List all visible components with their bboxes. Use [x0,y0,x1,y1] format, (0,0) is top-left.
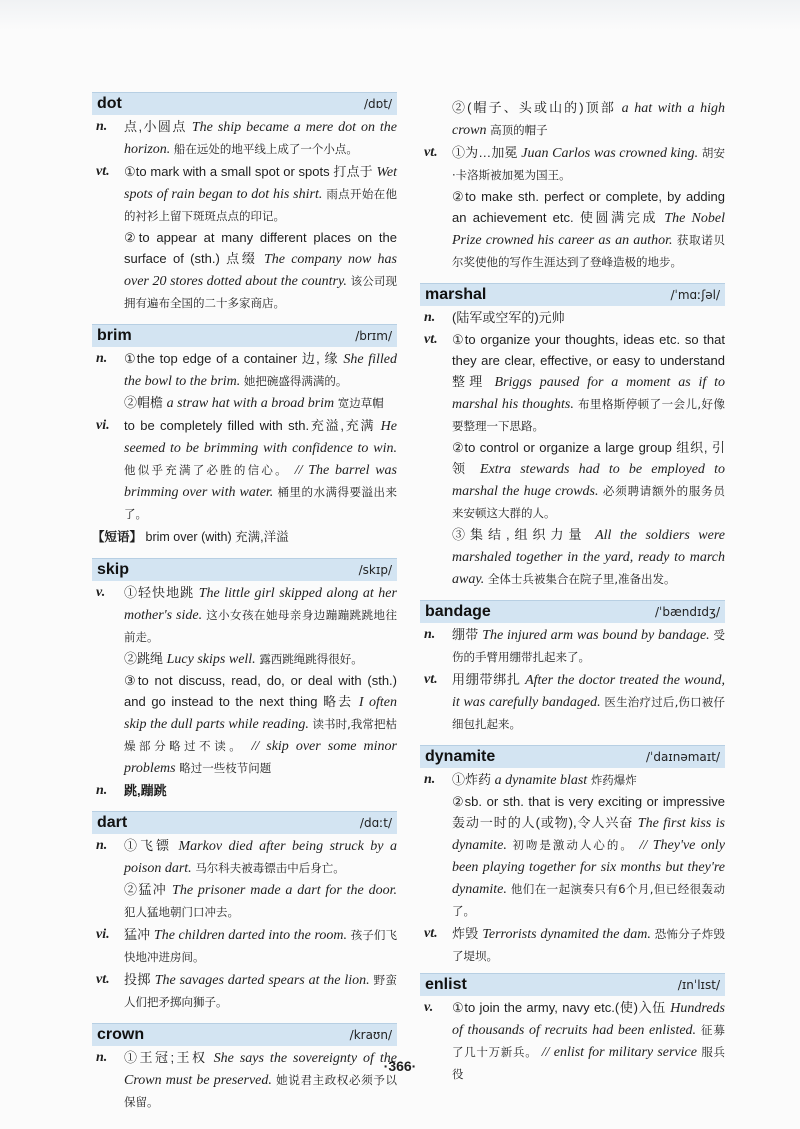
part-of-speech: n. [96,838,108,853]
headword: marshal [425,286,487,303]
phrase-tag: 【短语】 [92,530,143,544]
headword: bandage [425,603,491,620]
entry-header-brim [92,324,397,347]
phonetic: /ɪnˈlɪst/ [677,978,720,992]
headword: skip [97,561,130,578]
entry-header-bandage [420,600,725,623]
sense-block [420,142,725,273]
sense-block [420,329,725,590]
part-of-speech: n. [96,783,108,798]
sense-block [92,415,397,525]
sense: 投掷 The savages darted spears at the lion. 野蛮人们把矛掷向狮子。 [124,972,397,1009]
sense-block [92,780,397,801]
sense: ②跳绳 Lucy skips well. 露西跳绳跳得很好。 [124,651,363,667]
page-top-shade [0,0,800,30]
part-of-speech: n. [424,772,436,787]
headword: brim [97,327,132,344]
entry-header-dynamite [420,745,725,768]
entry-header-skip [92,558,397,581]
sense: ②帽檐 a straw hat with a broad brim 宽边草帽 [124,395,384,411]
sense: 猛冲 The children darted into the room. 孩子们飞快地冲进房间。 [124,927,397,964]
sense-block [420,669,725,735]
part-of-speech: n. [96,119,108,134]
sense: ①to mark with a small spot or spots 打点于 Wet spots of rain began to dot his shirt. 雨点开始在他的衬衫上留下斑斑点点的印记。 [124,164,397,223]
sense: ②to make sth. perfect or complete, by adding an achievement etc. 使圆满完成 The Nobel Prize crowned his career as an author. 获取诺贝尔奖使他的写作生涯达到了登峰造极的地步。 [452,189,725,269]
part-of-speech: v. [96,585,106,600]
part-of-speech: vt. [424,332,438,347]
sense-block [92,582,397,779]
sense: 绷带 The injured arm was bound by bandage. 受伤的手臂用绷带扎起来了。 [452,627,725,664]
sense: to be completely filled with sth.充溢,充满 He seemed to be brimming with confidence to win. 他似乎充满了必胜的信心。 // The barrel was brimming over with water. 桶里的水满得要溢出来了。 [124,418,398,521]
sense: ②to appear at many different places on the surface of (sth.) 点缀 The company now has over 20 stores dotted about the country. 该公司现拥有遍布全国的二十多家商店。 [124,230,398,310]
entry-header-marshal [420,283,725,306]
sense: ②猛冲 The prisoner made a dart for the door. 犯人猛地朝门口冲去。 [124,882,397,919]
phonetic: /brɪm/ [355,329,392,343]
phonetic: /ˈbændɪdʒ/ [654,605,720,619]
sense: 炸毁 Terrorists dynamited the dam. 恐怖分子炸毁了堤坝。 [452,926,725,963]
phrase-line [92,526,397,548]
sense: ①to join the army, navy etc.(使)入伍 Hundreds of thousands of recruits had been enlisted. 征募了几十万新兵。 // enlist for military service 服兵役 [452,1000,726,1081]
headword: dynamite [425,748,496,765]
entry-header-dart [92,811,397,834]
sense: ①to organize your thoughts, ideas etc. so that they are clear, effective, or easy to understand 整理 Briggs paused for a moment as if to marshal his thoughts. 布里格斯停顿了一会儿,好像要整理一下思路。 [452,332,725,433]
headword: dart [97,814,128,831]
phonetic: /ˈdaɪnəmaɪt/ [645,750,720,764]
part-of-speech: v. [424,1000,434,1015]
sense-block [420,97,725,141]
phonetic: /kraʊn/ [349,1028,392,1042]
phonetic: /dɑːt/ [359,816,392,830]
headword: dot [97,95,122,112]
sense: ①轻快地跳 The little girl skipped along at her mother's side. 这小女孩在她母亲身边蹦蹦跳跳地往前走。 [124,585,398,644]
phonetic: /dɒt/ [363,97,392,111]
sense: 用绷带绑扎 After the doctor treated the wound, it was carefully bandaged. 医生治疗过后,伤口被仔细包扎起来。 [452,672,725,731]
phonetic: /ˈmɑːʃəl/ [670,288,720,302]
sense: ②(帽子、头或山的)顶部 a hat with a high crown 高顶的帽子 [452,100,725,138]
sense: ①the top edge of a container 边, 缘 She filled the bowl to the brim. 她把碗盛得满满的。 [124,351,397,389]
sense: 跳,蹦跳 [124,783,167,798]
sense-block [92,835,397,923]
sense: ②sb. or sth. that is very exciting or impressive 轰动一时的人(或物),令人兴奋 The first kiss is dynamite. 初吻是激动人心的。 // They've only been playing together for six months but they're dynamite. 他们在一起演奏只有6个月,但已经很轰动了。 [452,794,725,918]
part-of-speech: vt. [424,672,438,687]
entry-header-crown [92,1023,397,1046]
page-number: ·366· [383,1058,417,1074]
sense-block [92,116,397,160]
entry-header-enlist [420,973,725,996]
sense-block [420,769,725,922]
phrase-text: brim over (with) 充满,洋溢 [145,530,289,544]
sense-block [420,923,725,967]
sense-block [92,924,397,968]
part-of-speech: vi. [96,927,110,942]
phonetic: /skɪp/ [358,563,392,577]
part-of-speech: n. [96,351,108,366]
sense-block [420,624,725,668]
part-of-speech: vt. [96,164,110,179]
part-of-speech: vt. [424,926,438,941]
entry-header-dot [92,92,397,115]
left-column [92,92,397,1113]
right-column [420,96,725,1085]
headword: enlist [425,976,467,993]
part-of-speech: vt. [96,972,110,987]
part-of-speech: vt. [424,145,438,160]
part-of-speech: n. [424,310,436,325]
headword: crown [97,1026,145,1043]
sense-block [92,1047,397,1113]
sense: ②to control or organize a large group 组织, 引领 Extra stewards had to be employed to marshal the huge crowds. 必须聘请额外的服务员来安顿这大群的人。 [452,440,725,520]
part-of-speech: vi. [96,418,110,433]
sense-block [92,161,397,314]
sense-block [420,307,725,328]
sense: ①王冠;王权 She says the sovereignty of the Crown must be preserved. 她说君主政权必须予以保留。 [124,1050,398,1109]
sense: ①炸药 a dynamite blast 炸药爆炸 [452,772,637,788]
sense-block [92,969,397,1013]
sense: 点,小圆点 The ship became a mere dot on the horizon. 船在远处的地平线上成了一个小点。 [124,119,397,157]
sense: ①飞镖 Markov died after being struck by a poison dart. 马尔科夫被毒镖击中后身亡。 [124,838,397,876]
sense-block [92,348,397,414]
sense: ③to not discuss, read, do, or deal with (sth.) and go instead to the next thing 略去 I often skip the dull parts while reading. 读书时,我常把枯燥部分略过不读。 // skip over some minor problems 略过一些枝节问题 [124,673,398,776]
sense: ③集结,组织力量 All the soldiers were marshaled together in the yard, ready to march away. 全体士兵被集合在院子里,准备出发。 [452,527,725,587]
sense: (陆军或空军的)元帅 [452,310,565,325]
sense: ①为…加冕 Juan Carlos was crowned king. 胡安·卡洛斯被加冕为国王。 [452,145,725,182]
part-of-speech: n. [96,1050,108,1065]
part-of-speech: n. [424,627,436,642]
